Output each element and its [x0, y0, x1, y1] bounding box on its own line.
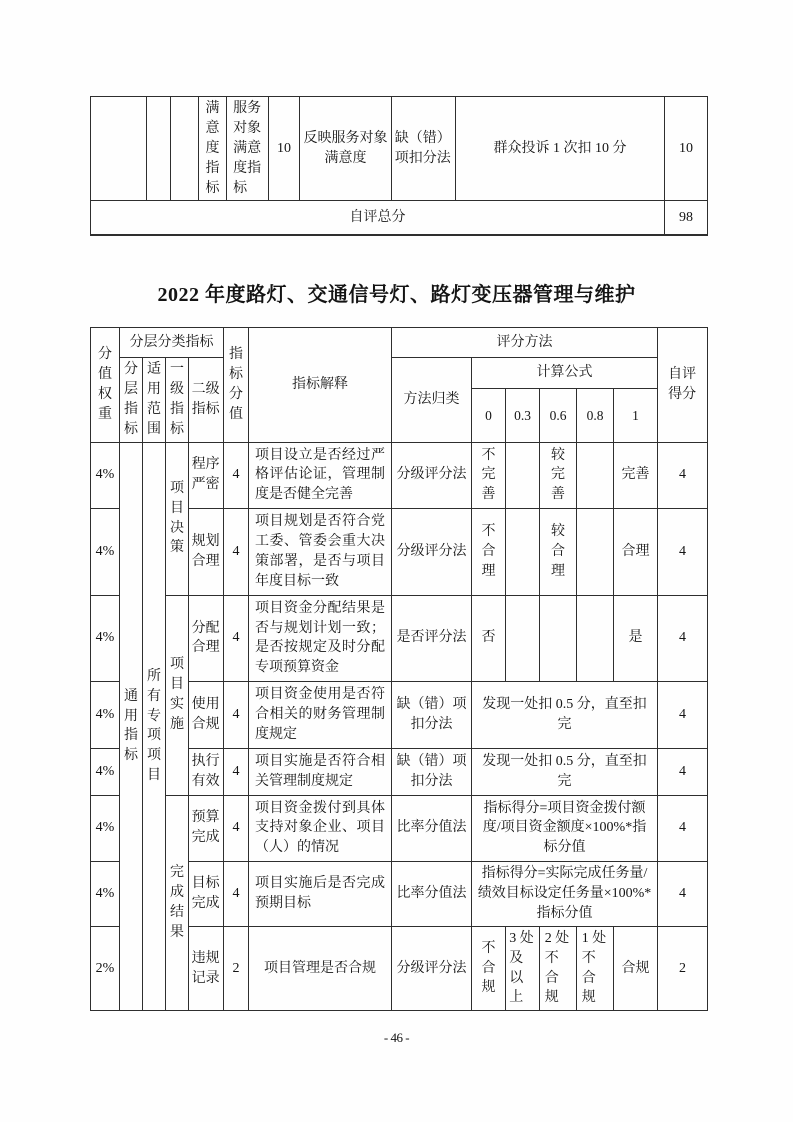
- grade-cell: [540, 442, 577, 509]
- level2-label: 程序严密: [191, 457, 220, 493]
- grade-cell: [540, 926, 577, 1011]
- header-self-score-label: 自评得分: [668, 366, 697, 402]
- method-cell: 分级评分法: [392, 509, 472, 596]
- level2-cell: [189, 926, 224, 1011]
- score-cell: 4: [224, 795, 249, 862]
- grade-label: 1 处不合规: [581, 930, 607, 1006]
- grade-cell: [472, 509, 506, 596]
- score-cell: 2: [224, 926, 249, 1011]
- header-level1-label: 一级指标: [170, 362, 184, 437]
- explanation-cell: 反映服务对象满意度: [300, 97, 392, 201]
- grade-1-cell: 1: [614, 389, 658, 442]
- desc-cell: 项目实施后是否完成预期目标: [249, 862, 392, 927]
- grade-label: 较完善: [551, 447, 565, 503]
- evaluation-table: [90, 327, 708, 1011]
- grade-cell: [577, 442, 614, 509]
- grade-cell: 否: [472, 595, 506, 682]
- grade-label: 不合规: [481, 940, 496, 996]
- score-cell: 4: [224, 595, 249, 682]
- page-number: - 46 -: [383, 1030, 410, 1045]
- self-score-cell: 4: [658, 595, 708, 682]
- weight-cell: 4%: [91, 682, 120, 749]
- grade-cell: [506, 509, 540, 596]
- header-row-2: [91, 358, 708, 389]
- self-score-cell: 10: [665, 97, 708, 201]
- header-layer-cell: [120, 358, 143, 443]
- grade-cell: 合理: [614, 509, 658, 596]
- grade-label: 较合理: [551, 524, 565, 579]
- self-score-cell: 4: [658, 862, 708, 927]
- method-cell: 分级评分法: [392, 926, 472, 1011]
- satisfaction-table: [90, 96, 708, 236]
- method-cell: 缺（错）项扣分法: [392, 748, 472, 795]
- level1-group-cell: [166, 442, 189, 595]
- level2-cell: [189, 795, 224, 862]
- self-score-cell: 4: [658, 748, 708, 795]
- total-row: [91, 201, 708, 235]
- header-layer-group-cell: 分层分类指标: [120, 328, 224, 358]
- method-cell: [392, 97, 456, 201]
- grade-cell: [472, 442, 506, 509]
- grade-cell: [506, 926, 540, 1011]
- grade-cell: [506, 595, 540, 682]
- level2-cell: [189, 509, 224, 596]
- desc-cell: 项目资金拨付到具体支持对象企业、项目（人）的情况: [249, 795, 392, 862]
- grade-label: 2 处不合规: [544, 930, 570, 1006]
- header-scope-cell: [143, 358, 166, 443]
- self-score-cell: 4: [658, 509, 708, 596]
- grade-label: 不合理: [481, 524, 496, 579]
- secondary-indicator-cell: [227, 97, 269, 201]
- self-score-cell: 4: [658, 795, 708, 862]
- table-row: [91, 795, 708, 862]
- header-formula-group-cell: 计算公式: [472, 358, 658, 389]
- score-cell: 4: [224, 682, 249, 749]
- empty-cell: [171, 97, 199, 201]
- grade-label: 3 处及以上: [509, 930, 534, 1006]
- category-cell: [199, 97, 227, 201]
- method-cell: 比率分值法: [392, 795, 472, 862]
- grade-cell: [472, 926, 506, 1011]
- grade-06-cell: 0.6: [540, 389, 577, 442]
- header-level2-label: 二级指标: [191, 381, 220, 417]
- grade-label: 不完善: [481, 447, 496, 503]
- formula-span-cell: 指标得分=项目资金拨付额度/项目资金额度×100%*指标分值: [472, 795, 658, 862]
- grade-cell: [540, 595, 577, 682]
- grade-cell: [577, 926, 614, 1011]
- header-method-category-cell: 方法归类: [392, 358, 472, 443]
- indicator-score-cell: 10: [269, 97, 300, 201]
- header-level1-cell: [166, 358, 189, 443]
- grade-cell: [506, 442, 540, 509]
- layer-value-label: 通用指标: [124, 688, 138, 764]
- level2-label: 目标完成: [191, 876, 220, 911]
- evaluation-table-wrap: [90, 327, 708, 1011]
- grade-cell: 合规: [614, 926, 658, 1011]
- level2-cell: [189, 748, 224, 795]
- desc-cell: 项目规划是否符合党工委、管委会重大决策部署，是否与项目年度目标一致: [249, 509, 392, 596]
- grade-0-cell: 0: [472, 389, 506, 442]
- desc-cell: 项目资金分配结果是否与规划计划一致；是否按规定及时分配专项预算资金: [249, 595, 392, 682]
- grade-cell: [540, 509, 577, 596]
- weight-cell: 2%: [91, 926, 120, 1011]
- level2-label: 执行有效: [191, 753, 220, 789]
- method-label: 缺（错）项扣分法: [394, 130, 451, 166]
- level2-label: 分配合理: [191, 620, 220, 656]
- level1-group-label: 项目实施: [170, 657, 184, 732]
- level2-cell: [189, 682, 224, 749]
- scope-value-label: 所有专项项目: [147, 668, 161, 784]
- level2-label: 预算完成: [191, 810, 220, 846]
- header-weight-cell: [91, 328, 120, 443]
- table-row: [91, 595, 708, 682]
- weight-cell: 4%: [91, 862, 120, 927]
- desc-cell: 项目管理是否合规: [249, 926, 392, 1011]
- secondary-indicator-label: 服务对象满意度指标: [233, 101, 262, 196]
- level2-label: 规划合理: [191, 534, 220, 569]
- method-cell: 是否评分法: [392, 595, 472, 682]
- self-score-cell: 2: [658, 926, 708, 1011]
- empty-cell: [91, 97, 147, 201]
- level1-group-cell: [166, 795, 189, 1011]
- header-scoring-method-cell: 评分方法: [392, 328, 658, 358]
- weight-cell: 4%: [91, 795, 120, 862]
- header-explanation-cell: 指标解释: [249, 328, 392, 443]
- level2-label: 使用合规: [191, 697, 220, 732]
- score-cell: 4: [224, 748, 249, 795]
- header-scope-label: 适用范围: [147, 362, 161, 437]
- level2-cell: [189, 595, 224, 682]
- weight-cell: 4%: [91, 595, 120, 682]
- level2-cell: [189, 442, 224, 509]
- table-row: [91, 97, 708, 201]
- grade-cell: 完善: [614, 442, 658, 509]
- grade-08-cell: 0.8: [577, 389, 614, 442]
- formula-cell: 群众投诉 1 次扣 10 分: [456, 97, 665, 201]
- scope-value-cell: [143, 442, 166, 1011]
- desc-cell: 项目资金使用是否符合相关的财务管理制度规定: [249, 682, 392, 749]
- self-score-cell: 4: [658, 682, 708, 749]
- table-row: [91, 442, 708, 509]
- header-weight-label: 分值权重: [98, 347, 112, 422]
- empty-cell: [147, 97, 171, 201]
- grade-03-cell: 0.3: [506, 389, 540, 442]
- header-indicator-score-label: 指标分值: [229, 347, 243, 422]
- score-cell: 4: [224, 509, 249, 596]
- formula-span-cell: 指标得分=实际完成任务量/绩效目标设定任务量×100%*指标分值: [472, 862, 658, 927]
- layer-value-cell: [120, 442, 143, 1011]
- level1-group-cell: [166, 595, 189, 795]
- formula-span-cell: 发现一处扣 0.5 分，直至扣完: [472, 748, 658, 795]
- grade-cell: 是: [614, 595, 658, 682]
- score-cell: 4: [224, 862, 249, 927]
- category-label: 满意度指标: [205, 101, 220, 196]
- header-level2-cell: [189, 358, 224, 443]
- header-row-1: [91, 328, 708, 358]
- desc-cell: 项目设立是否经过严格评估论证，管理制度是否健全完善: [249, 442, 392, 509]
- method-cell: 比率分值法: [392, 862, 472, 927]
- method-cell: 缺（错）项扣分法: [392, 682, 472, 749]
- level2-label: 违规记录: [191, 950, 220, 986]
- level1-group-label: 完成结果: [170, 865, 184, 940]
- formula-span-cell: 发现一处扣 0.5 分，直至扣完: [472, 682, 658, 749]
- self-score-cell: 4: [658, 442, 708, 509]
- score-cell: 4: [224, 442, 249, 509]
- weight-cell: 4%: [91, 442, 120, 509]
- method-cell: 分级评分法: [392, 442, 472, 509]
- header-indicator-score-cell: [224, 328, 249, 443]
- header-layer-label: 分层指标: [124, 362, 138, 437]
- grade-cell: [577, 509, 614, 596]
- grade-cell: [577, 595, 614, 682]
- weight-cell: 4%: [91, 748, 120, 795]
- weight-cell: 4%: [91, 509, 120, 596]
- total-value-cell: 98: [665, 201, 708, 235]
- previous-table-fragment: [90, 96, 708, 236]
- desc-cell: 项目实施是否符合相关管理制度规定: [249, 748, 392, 795]
- level1-group-label: 项目决策: [170, 480, 184, 556]
- total-label-cell: 自评总分: [91, 201, 665, 235]
- level2-cell: [189, 862, 224, 927]
- header-self-score-cell: [658, 328, 708, 443]
- page-title: 2022 年度路灯、交通信号灯、路灯变压器管理与维护: [157, 284, 636, 306]
